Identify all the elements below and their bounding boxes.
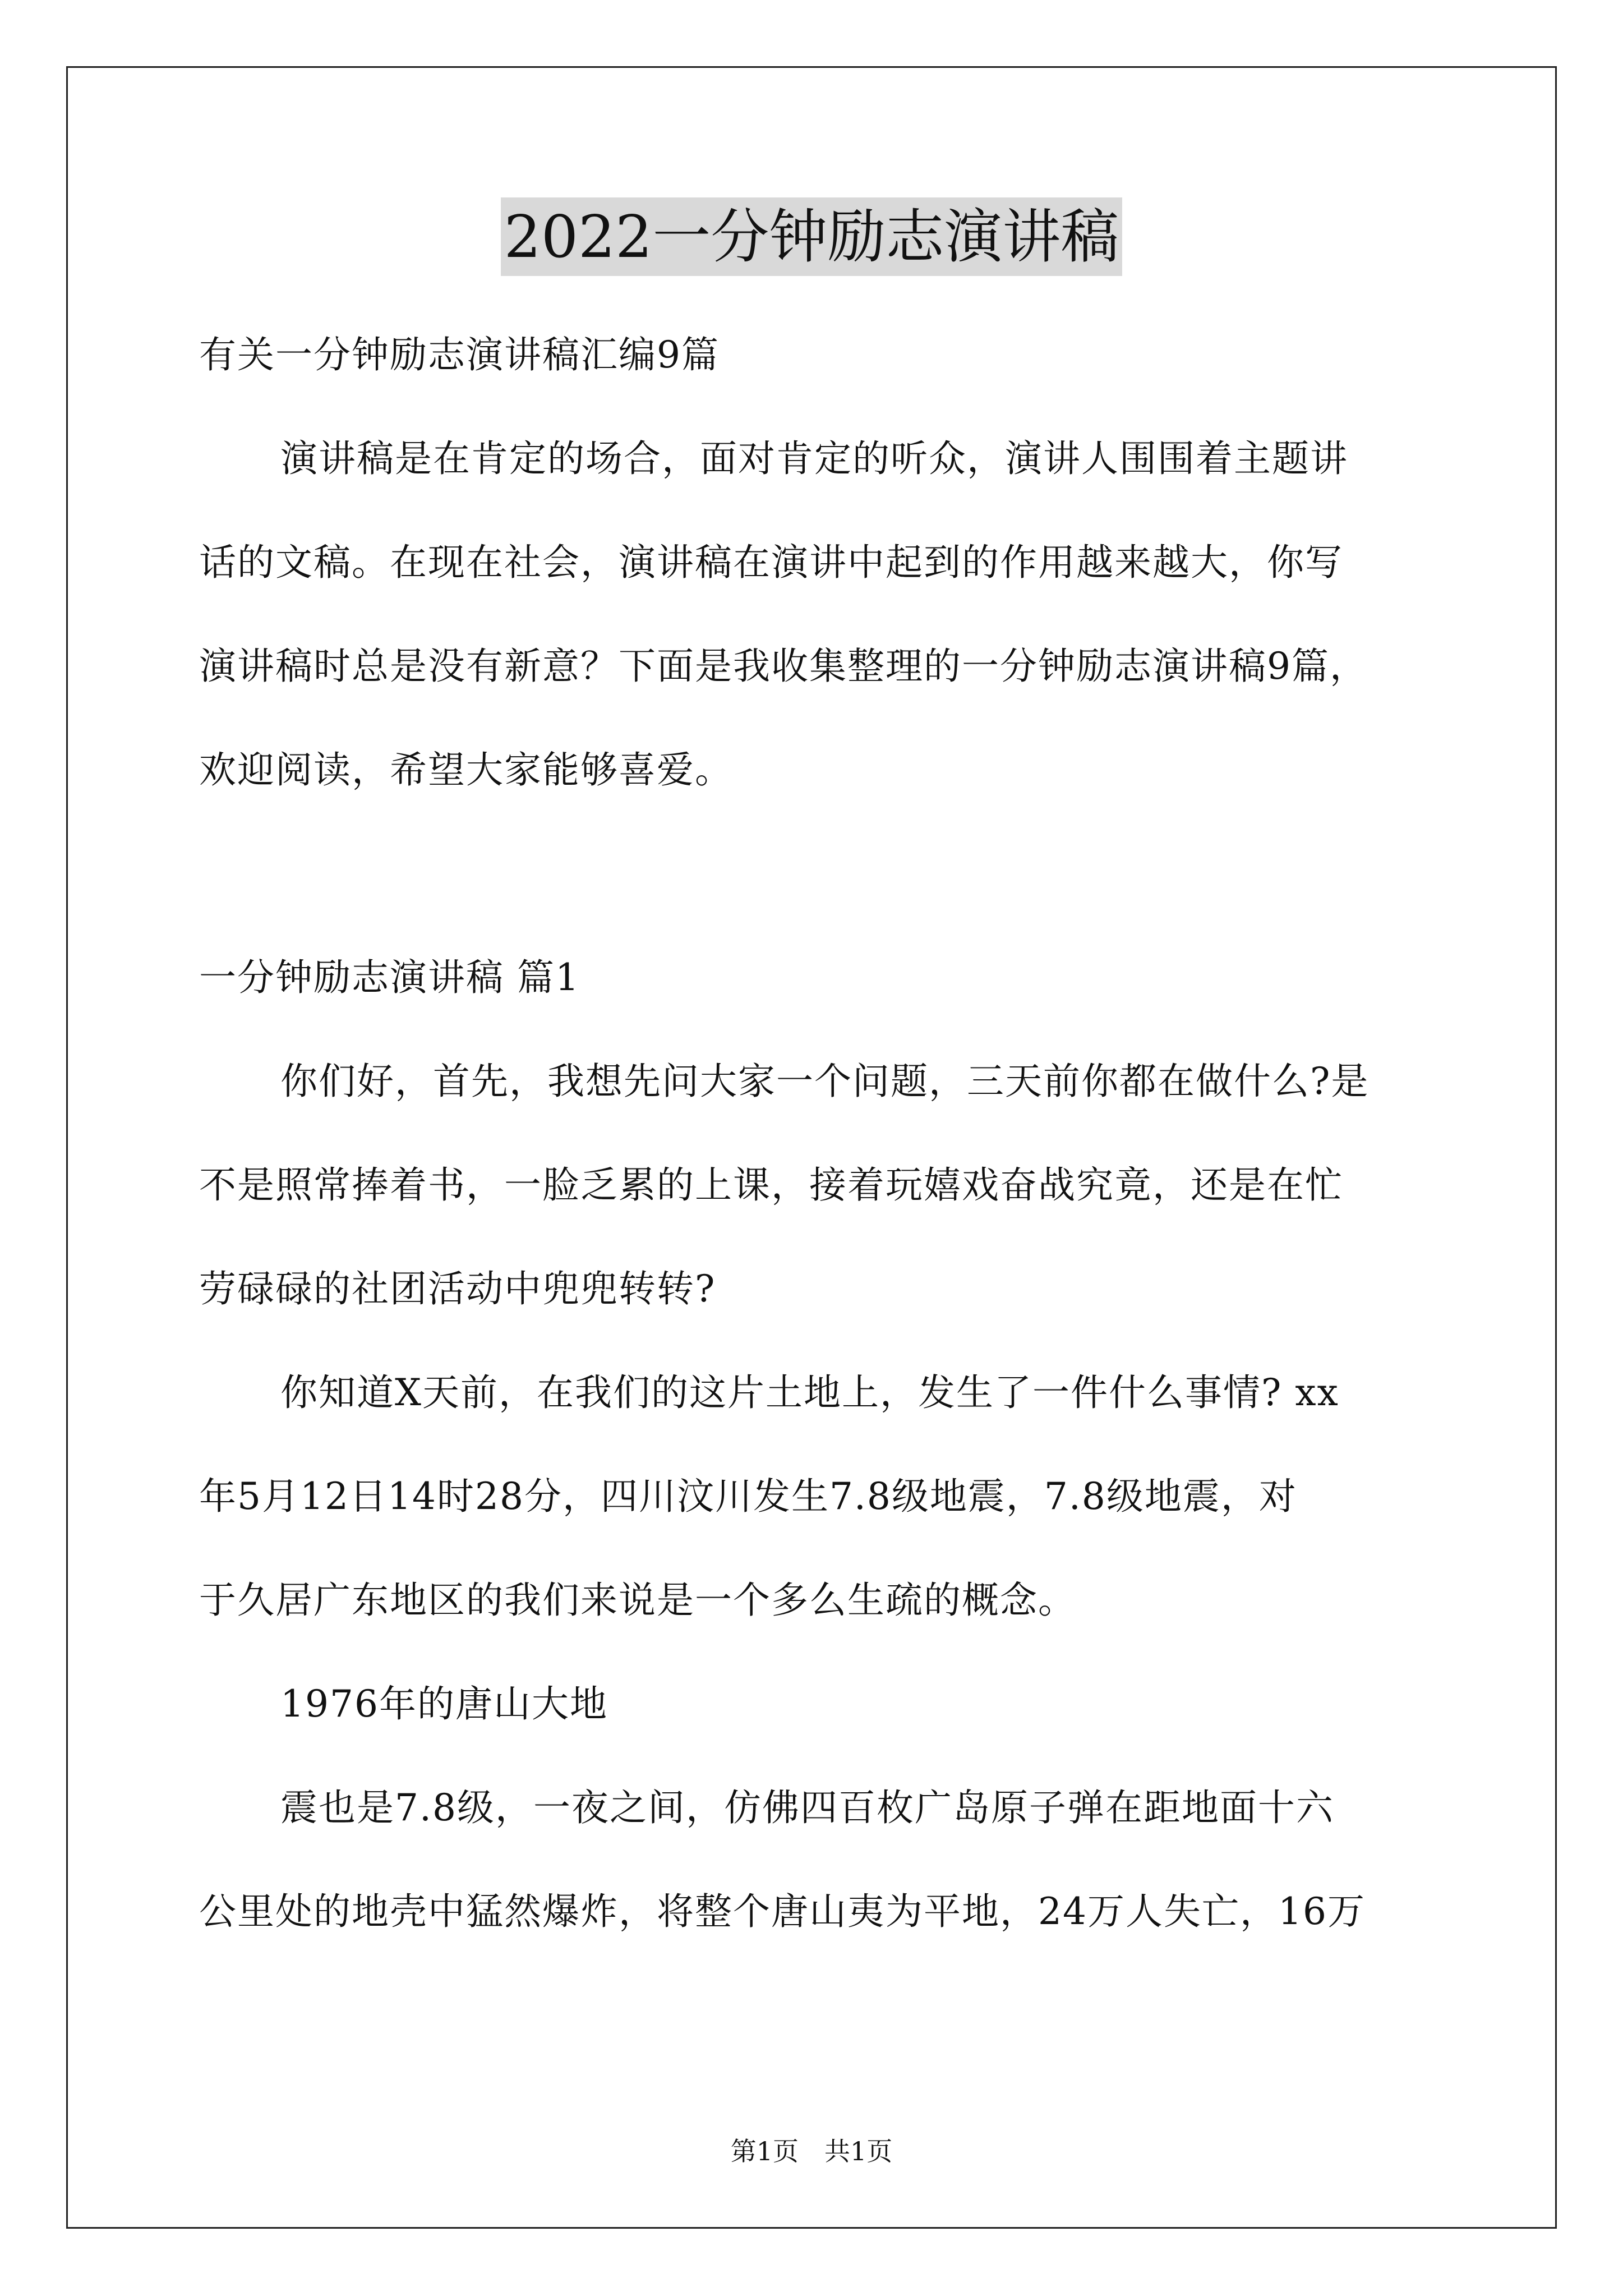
section-heading: 一分钟励志演讲稿 篇1	[199, 956, 580, 999]
body-paragraph-3-line-1: 1976年的唐山大地	[280, 1682, 608, 1726]
intro-paragraph-line-3: 演讲稿时总是没有新意？下面是我收集整理的一分钟励志演讲稿9篇，	[199, 645, 1368, 688]
body-paragraph-2-line-2: 年5月12日14时28分，四川汶川发生7.8级地震，7.8级地震，对	[199, 1475, 1297, 1518]
document-body	[199, 303, 1461, 1963]
body-paragraph-4-line-1: 震也是7.8级，一夜之间，仿佛四百枚广岛原子弹在距地面十六	[280, 1786, 1334, 1829]
body-paragraph-2-line-1: 你知道X天前，在我们的这片土地上，发生了一件什么事情? xx	[280, 1371, 1339, 1414]
document-title: 2022一分钟励志演讲稿	[501, 197, 1123, 276]
body-paragraph-1-line-3: 劳碌碌的社团活动中兜兜转转?	[199, 1267, 716, 1310]
body-paragraph-2-line-3: 于久居广东地区的我们来说是一个多么生疏的概念。	[199, 1579, 1076, 1622]
intro-paragraph-line-2: 话的文稿。在现在社会，演讲稿在演讲中起到的作用越来越大，你写	[199, 541, 1343, 584]
body-paragraph-1-line-1: 你们好，首先，我想先问大家一个问题，三天前你都在做什么?是	[280, 1060, 1370, 1103]
body-paragraph-4-line-2: 公里处的地壳中猛然爆炸，将整个唐山夷为平地，24万人失亡，16万	[199, 1890, 1366, 1933]
intro-paragraph-line-4: 欢迎阅读，希望大家能够喜爱。	[199, 748, 733, 792]
body-paragraph-1-line-2: 不是照常捧着书，一脸乏累的上课，接着玩嬉戏奋战究竟，还是在忙	[199, 1163, 1343, 1207]
paragraph-gap	[199, 822, 1461, 926]
intro-paragraph-line-1: 演讲稿是在肯定的场合，面对肯定的听众，演讲人围围着主题讲	[280, 437, 1348, 480]
page-footer: 第1页 共1页	[730, 2136, 893, 2166]
title-container	[0, 197, 1623, 276]
subtitle-line: 有关一分钟励志演讲稿汇编9篇	[199, 333, 720, 376]
